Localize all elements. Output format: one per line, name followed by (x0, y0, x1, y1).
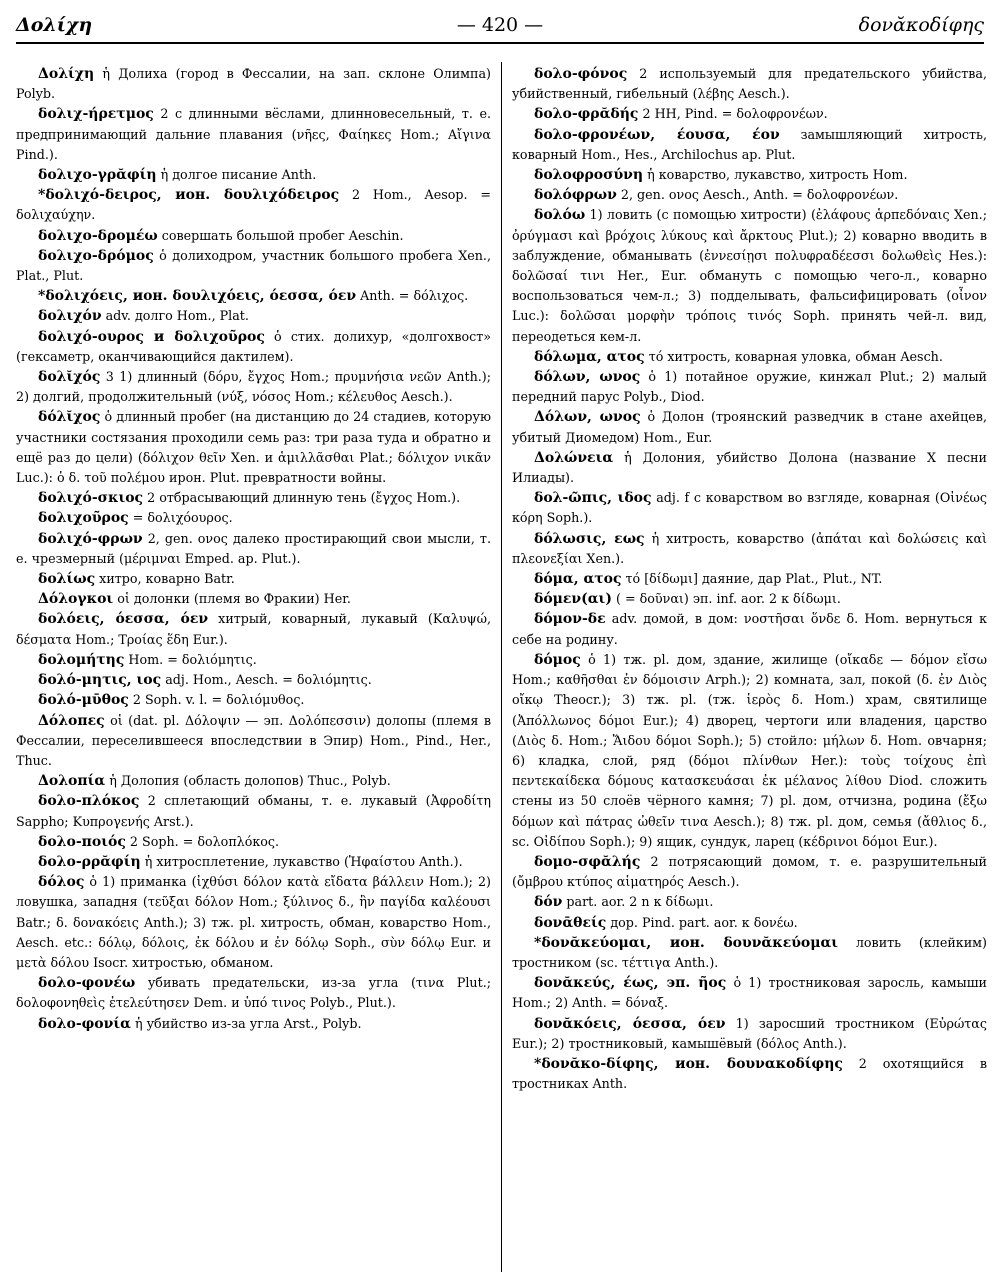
dictionary-entry (512, 104, 987, 124)
entry-definition: adj. Hom., Aesch. = δολιόμητις. (161, 672, 372, 688)
dictionary-entry (512, 347, 987, 367)
entry-definition: adv. домой, в дом: νοστῆσαι ὅνδε δ. Hom. вернуться к себе на родину. (512, 611, 987, 647)
dictionary-entry (16, 771, 491, 791)
entry-headword: δολιχοῦρος (38, 510, 129, 527)
entry-headword: δολόφρων (534, 187, 617, 204)
entry-headword: *δονᾰκο-δίφης, ион. δουνακοδίφης (534, 1055, 843, 1072)
entry-headword: δολίως (38, 571, 96, 588)
entry-definition: τό [δίδωμι] даяние, дар Plat., Plut., NT. (621, 571, 883, 587)
dictionary-entry (16, 690, 491, 710)
entry-headword: δολ-ῶπις, ιδος (534, 490, 652, 507)
dictionary-entry (16, 973, 491, 1013)
dictionary-entry (512, 205, 987, 346)
dictionary-entry (16, 872, 491, 973)
dictionary-entry (512, 1054, 987, 1094)
dictionary-entry (512, 64, 987, 104)
entry-definition: 2 потрясающий домом, т. е. разрушительный (ὄμβρου κτύπος αἱματηρός Aesch.). (512, 853, 987, 890)
entry-definition: ловить (клейким) тростником (sc. τέττιγα Anth.). (512, 934, 987, 970)
entry-headword: δολιχο-δρομέω (38, 227, 158, 244)
entry-definition: ἡ коварство, лукавство, хитрость Hom. (643, 167, 908, 183)
entry-definition: 3 1) длинный (δόρυ, ἔγχος Hom.; πρυμνήσια νεῶν Anth.); 2) долгий, продолжительный (νύξ, νόσος Hom.; κέλευθος Aesch.). (16, 369, 491, 405)
dictionary-entry (512, 125, 987, 165)
dictionary-entry (512, 892, 987, 912)
dictionary-entry (16, 711, 491, 772)
entry-headword: δολιχο-δρόμος (38, 247, 154, 264)
entry-definition: ὁ долиходром, участник большого пробега Xen., Plat., Plut. (16, 247, 491, 284)
dictionary-entry (512, 448, 987, 488)
dictionary-entry (16, 185, 491, 225)
dictionary-entry (16, 1014, 491, 1034)
entry-headword: Δολώνεια (534, 449, 614, 466)
entry-headword: δολο-ρρᾰφίη (38, 853, 141, 870)
dictionary-entry (16, 104, 491, 165)
dictionary-entry (16, 508, 491, 528)
dictionary-entry (16, 165, 491, 185)
dictionary-entry (16, 367, 491, 407)
dictionary-entry (16, 670, 491, 690)
entry-headword: δονᾰκεύς, έως, эп. ῆος (534, 975, 727, 992)
entry-headword: δολιχο-γρᾰφίη (38, 167, 157, 184)
entry-headword: δολο-πλόκος (38, 793, 140, 810)
right-column (512, 64, 987, 1276)
entry-definition: Anth. = δόλιχος. (356, 288, 469, 304)
entry-headword: δολο-ποιός (38, 833, 126, 850)
entry-headword: δολο-φρονέων, έουσα, έον (534, 126, 780, 143)
entry-headword: Δολίχη (38, 66, 95, 82)
entry-headword: Δόλογκοι (38, 591, 114, 608)
entry-definition: τό хитрость, коварная уловка, обман Aesch. (644, 348, 943, 364)
dictionary-entry (16, 832, 491, 852)
dictionary-entry (16, 609, 491, 649)
dictionary-entry (16, 64, 491, 104)
entry-headword: δολομήτης (38, 651, 125, 668)
entry-definition: 2 с длинными вёслами, длинновесельный, т. е. предпринимающий дальние плавания (νῆες, Φαίηκες Hom.; Αἴγινα Pind.). (16, 106, 491, 162)
entry-definition: хитро, коварно Batr. (95, 571, 235, 587)
dictionary-entry (16, 529, 491, 569)
entry-headword: δόν (534, 894, 563, 911)
entry-definition: 1) ловить (с помощью хитрости) (ἐλάφους ἁρπεδόναις Xen.; ὀρύγμασι καὶ βρόχοις λύκους καὶ ἄρκτους Plut.); 2) коварно вводить в заблуждение, обманывать (ἐννεσίῃσι πολυφραδέεσσι δολωθεὶς Hes.): δολῶσαί τινι Her., Eur. обмануть с помощью чего-л., коварно воспользоваться чем-л.; 3) подделывать, фальсифицировать (οἶνον Luc.): δολῶσαι μορφὴν τρόποις τινός Soph. принять чей-л. вид, переодеться кем-л. (512, 207, 987, 344)
entry-definition: замышляющий хитрость, коварный Hom., Hes., Archilochus ap. Plut. (512, 126, 987, 162)
entry-definition: οἱ долонки (племя во Фракии) Her. (113, 591, 351, 607)
entry-headword: δονᾰκόεις, όεσσα, όεν (534, 1015, 726, 1032)
entry-definition: ὁ длинный пробег (на дистанцию до 24 стадиев, которую участники состязания проходили семь раз: три раза туда и обратно и ещё раз до цели) (δόλιχον θεῖν Xen. и ἁμιλλᾶσθαι Plat.; δόλιχον νικᾶν Luc.): ὁ δ. τοῦ πολέμου ирон. Plut. превратности войны. (16, 409, 491, 486)
entry-headword: δολιχό-ουρος и δολιχοῦρος (38, 328, 265, 345)
dictionary-entry (16, 246, 491, 286)
entry-headword: δόμον-δε (534, 611, 606, 628)
entry-definition: 2, gen. ονος Aesch., Anth. = δολοφρονέων. (616, 187, 899, 203)
dictionary-entry (512, 529, 987, 569)
dictionary-entry (16, 488, 491, 508)
dictionary-entry (512, 165, 987, 185)
entry-definition: 2 Soph. v. l. = δολιόμυθος. (128, 692, 305, 708)
entry-headword: δολό-μῡθος (38, 692, 129, 709)
entry-headword: δόλωμα, ατος (534, 348, 645, 365)
dictionary-entry (512, 569, 987, 589)
entry-headword: δόμα, ατος (534, 571, 622, 588)
entry-headword: δόλωσις, εως (534, 530, 645, 547)
entry-headword: δόμος (534, 651, 581, 668)
entry-definition: ἡ Долопия (область долопов) Thuc., Polyb. (105, 773, 391, 789)
entry-definition: 2 сплетающий обманы, т. е. лукавый (Ἀφροδίτη Sappho; Κυπρογενής Arst.). (16, 793, 491, 829)
entry-headword: δολιχό-σκιος (38, 490, 144, 507)
entry-headword: δολο-φονία (38, 1015, 131, 1032)
dictionary-entry (512, 973, 987, 1013)
page-number: — 420 — (456, 14, 544, 36)
entry-headword: δονᾱθείς (534, 914, 607, 931)
dictionary-entry (512, 367, 987, 407)
dictionary-entry (512, 852, 987, 892)
entry-headword: δόλῐχος (38, 409, 101, 426)
entry-definition: Hom. = δολιόμητις. (124, 651, 257, 667)
entry-definition: 2 отбрасывающий длинную тень (ἔγχος Hom.). (143, 490, 461, 506)
entry-definition: ὁ 1) приманка (ἰχθύσι δόλον κατὰ εἴδατα βάλλειν Hom.); 2) ловушка, западня (τεῦξαι δόλον Hom.; ξύλινος δ., ἣν παγίδα καλέουσι Batr.; δ. δονακόεις Anth.); 3) тж. pl. хитрость, обман, коварство Hom., Aesch. etc.: δόλῳ, δόλοις, ἐκ δόλου и ἐν δόλῳ Soph., σὺν δόλῳ Eur. и μετὰ δόλου Isocr. хитростью, обманом. (16, 874, 491, 970)
dictionary-entry (16, 286, 491, 306)
column-divider (501, 62, 502, 1272)
entry-definition: ( = δοῦναι) эп. inf. aor. 2 к δίδωμι. (611, 591, 841, 607)
entry-definition: ἡ долгое писание Anth. (156, 167, 317, 183)
dictionary-entry (512, 589, 987, 609)
entry-headword: *δολιχόεις, ион. δουλιχόεις, όεσσα, όεν (38, 288, 357, 305)
entry-definition: 2 Soph. = δολοπλόκος. (125, 833, 280, 849)
entry-headword: δολιχ-ήρετμος (38, 106, 154, 123)
entry-definition: οἱ (dat. pl. Δόλοψιν — эп. Δολόπεσσιν) долопы (племя в Фессалии, переселившееся впоследствии в Эпир) Hom., Pind., Her., Thuc. (16, 712, 491, 768)
entry-definition: adv. долго Hom., Plat. (101, 308, 249, 324)
entry-definition: убивать предательски, из-за угла (τινα Plut.; δολοφονηθεὶς ἐτελεύτησεν Dem. и ὑπό τινος Polyb., Plut.). (16, 975, 491, 1011)
entry-definition: ἡ убийство из-за угла Arst., Polyb. (130, 1015, 362, 1031)
dictionary-entry (512, 1014, 987, 1054)
entry-definition: ὁ 1) тж. pl. дом, здание, жилище (οἴκαδε — δόμον εἴσω Hom.; καθῆσθαι ἐν δόμοισιν Arph.); 2) комната, зал, покой (δ. ἐν Διὸς οἴκῳ Theocr.); 3) тж. pl. (тж. ἱερὸς δ. Hom.) храм, святилище (Ἀπόλλωνος δόμοι Eur.); 4) дворец, чертоги или владения, царство (Διὸς δ. Hom.; Ἅιδου δόμοι Soph.); 5) стойло: μήλων δ. Hom. овчарня; 6) кладка, слой, ряд (δόμοι πλίνθων Her.): τοὺς τοίχους ἐπὶ πεντεκαίδεκα δόμους κατασκευάσαι ἐκ μέλανος λίθου Diod. сложить стены из 50 слоёв чёрного камня; 7) pl. дом, отчизна, родина (ἔξω δόμων καὶ πάτρας ὠθεῖν τινα Aesch.); 8) тж. pl. дом, семья (ἄθλιος δ., sc. Οἰδίπου Soph.); 9) ящик, сундук, ларец (κέδρινοι δόμοι Eur.). (512, 651, 987, 849)
dictionary-entry (16, 791, 491, 831)
header-right-guideword: δονᾰκοδίφης (858, 14, 984, 36)
entry-headword: Δόλοπες (38, 712, 105, 729)
entry-definition: part. aor. 2 n к δίδωμι. (562, 894, 714, 910)
entry-definition: совершать большой пробег Aeschin. (157, 227, 404, 243)
entry-definition: ἡ хитросплетение, лукавство (Ἡφαίστου Anth.). (140, 853, 463, 869)
dictionary-entry (16, 327, 491, 367)
entry-definition: хитрый, коварный, лукавый (Καλυψώ, δέσματα Hom.; Τροίας ἕδη Eur.). (16, 611, 491, 647)
page-header (16, 10, 984, 44)
entry-definition: = δολιχόουρος. (128, 510, 233, 526)
entry-definition: 2 Hom., Aesop. = δολιχαύχην. (16, 187, 491, 223)
entry-definition: ὁ Долон (троянский разведчик в стане ахейцев, убитый Диомедом) Hom., Eur. (512, 409, 987, 445)
entry-headword: δομο-σφᾰλής (534, 853, 641, 870)
dictionary-entry (512, 488, 987, 528)
entry-headword: δολιχόν (38, 308, 102, 325)
entry-definition: 2 HH, Pind. = δολοφρονέων. (638, 106, 828, 122)
entry-headword: δολο-φονέω (38, 975, 136, 992)
entry-definition: 1) заросший тростником (Εὐρώτας Eur.); 2) тростниковый, камышёвый (δόλος Anth.). (512, 1015, 987, 1051)
dictionary-entry (512, 185, 987, 205)
dictionary-entry (16, 226, 491, 246)
header-left-guideword: Δολίχη (16, 14, 93, 36)
entry-headword: δολόεις, όεσσα, όεν (38, 611, 209, 628)
entry-headword: *δονᾰκεύομαι, ион. δουνᾰκεύομαι (534, 934, 839, 951)
dictionary-entry (16, 407, 491, 488)
entry-headword: Δολοπία (38, 773, 106, 790)
entry-definition: ὁ 1) потайное оружие, кинжал Plut.; 2) малый передний парус Polyb., Diod. (512, 369, 987, 405)
dictionary-entry (512, 407, 987, 447)
entry-definition: ἡ Долония, убийство Долона (название X песни Илиады). (512, 449, 987, 486)
entry-headword: δολοφροσύνη (534, 167, 644, 184)
entry-headword: δολό-μητις, ιος (38, 672, 162, 689)
dictionary-entry (16, 650, 491, 670)
entry-headword: δόμεν(αι) (534, 591, 612, 608)
entry-headword: δόλος (38, 874, 85, 891)
dictionary-entry (512, 609, 987, 649)
entry-headword: δολῐχός (38, 369, 101, 386)
entry-definition: 2 охотящийся в тростниках Anth. (512, 1055, 987, 1092)
dictionary-entry (512, 933, 987, 973)
dictionary-entry (512, 650, 987, 852)
entry-definition: ἡ Долиха (город в Фессалии, на зап. склоне Олимпа) Polyb. (16, 66, 491, 102)
dictionary-entry (512, 913, 987, 933)
entry-headword: δολο-φόνος (534, 66, 628, 82)
entry-headword: δολο-φρᾰδής (534, 106, 639, 123)
entry-definition: 2 используемый для предательского убийства, убийственный, гибельный (λέβης Aesch.). (512, 66, 987, 102)
entry-definition: adj. f с коварством во взгляде, коварная (Οἰνέως κόρη Soph.). (512, 490, 987, 526)
dictionary-entry (16, 589, 491, 609)
dictionary-entry (16, 569, 491, 589)
entry-definition: ὁ 1) тростниковая заросль, камыши Hom.; 2) Anth. = δόναξ. (512, 975, 987, 1011)
dictionary-entry (16, 852, 491, 872)
entry-headword: δολόω (534, 207, 586, 224)
entry-headword: Δόλων, ωνος (534, 409, 641, 426)
entry-headword: δόλων, ωνος (534, 369, 641, 386)
dictionary-entry (16, 306, 491, 326)
entry-definition: ὁ стих. долихур, «долгохвост» (гексаметр, оканчивающийся дактилем). (16, 328, 491, 364)
entry-definition: дор. Pind. part. aor. к δονέω. (606, 914, 798, 930)
entry-definition: ἡ хитрость, коварство (ἀπάται καὶ δολώσεις καὶ πλεονεξίαι Xen.). (512, 530, 987, 566)
entry-headword: δολιχό-φρων (38, 530, 143, 547)
entry-definition: 2, gen. ονος далеко простирающий свои мысли, т. е. чрезмерный (μέριμναι Emped. ap. Plut.). (16, 530, 491, 566)
entry-headword: *δολιχό-δειρος, ион. δουλιχόδειρος (38, 187, 340, 204)
left-column (16, 64, 491, 1276)
